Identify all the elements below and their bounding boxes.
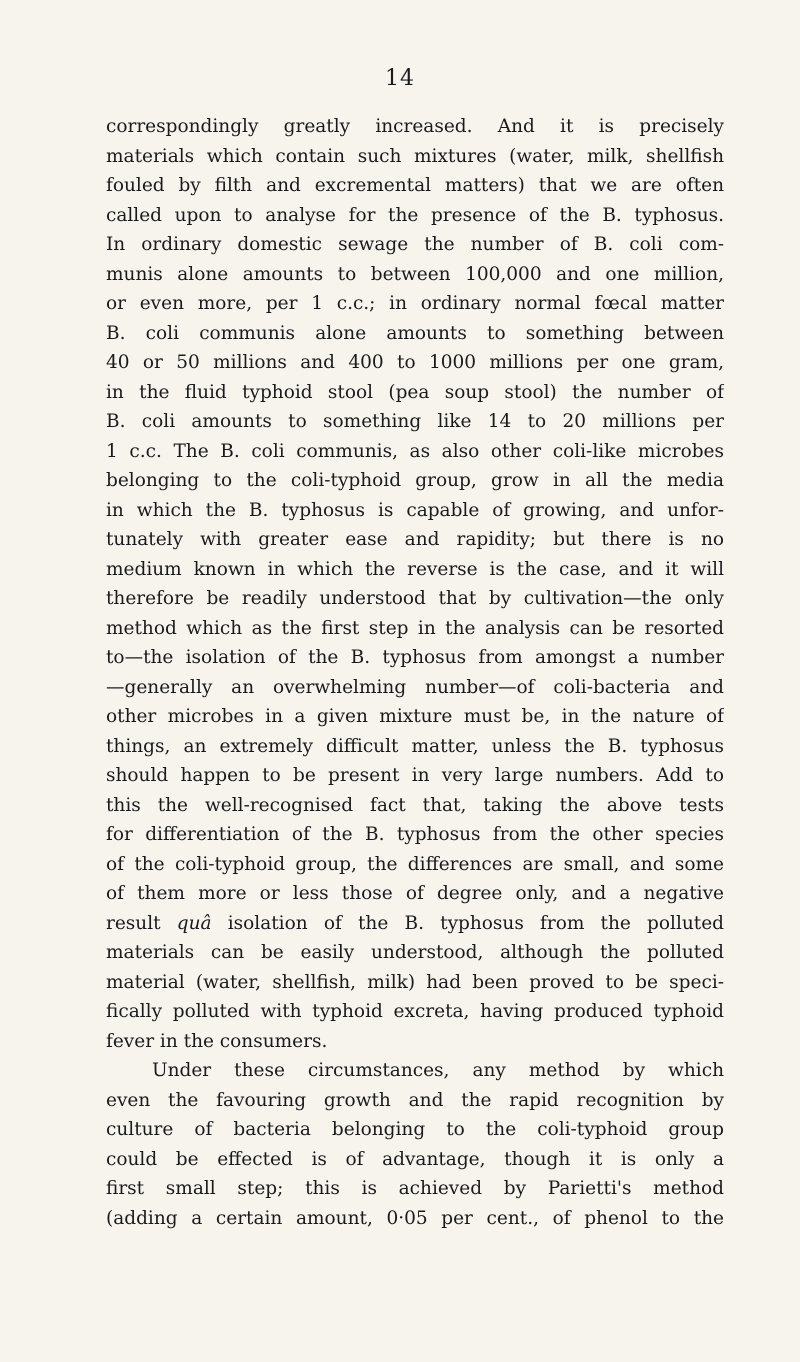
text-line: of the coli-typhoid group, the differences are small, and some xyxy=(106,853,724,875)
text-line: B. coli amounts to something like 14 to 20 millions per xyxy=(106,411,724,432)
qua-before: result xyxy=(106,912,177,934)
text-line: things, an extremely difficult matter, unless the B. typhosus xyxy=(106,735,724,757)
text-line: first small step; this is achieved by Parietti's method xyxy=(106,1178,724,1199)
text-line: this the well-recognised fact that, taking the above tests xyxy=(106,794,724,816)
text-line: materials which contain such mixtures (water, milk, shellfish xyxy=(106,145,724,167)
text-line: could be effected is of advantage, though it is only a xyxy=(106,1148,724,1170)
text-line: tunately with greater ease and rapidity; but there is no xyxy=(106,529,724,550)
text-line: munis alone amounts to between 100,000 and one million, xyxy=(106,263,724,285)
text-line: material (water, shellfish, milk) had been proved to be speci- xyxy=(106,971,724,993)
body-text xyxy=(106,112,724,1233)
qua-italic: quâ xyxy=(176,912,212,934)
text-line: fically polluted with typhoid excreta, having produced typhoid xyxy=(106,1001,724,1022)
text-line: 40 or 50 millions and 400 to 1000 millions per one gram, xyxy=(106,352,724,373)
text-line: 1 c.c. The B. coli communis, as also other coli-like microbes xyxy=(106,440,724,462)
text-line: of them more or less those of degree only, and a negative xyxy=(106,883,724,904)
text-line: called upon to analyse for the presence of the B. typhosus. xyxy=(106,204,724,226)
text-line: method which as the first step in the analysis can be resorted xyxy=(106,617,724,639)
text-line: fouled by filth and excremental matters) that we are often xyxy=(106,175,724,196)
text-line: medium known in which the reverse is the case, and it will xyxy=(106,558,724,580)
text-line: in the fluid typhoid stool (pea soup stool) the number of xyxy=(106,381,724,403)
text-line: B. coli communis alone amounts to something between xyxy=(106,322,724,344)
qua-after: isolation of the B. typhosus from the polluted xyxy=(211,912,724,934)
page-number: 14 xyxy=(385,66,415,91)
text-line: In ordinary domestic sewage the number of B. coli com- xyxy=(106,234,724,255)
text-line: to—the isolation of the B. typhosus from amongst a number xyxy=(106,647,724,668)
text-line: in which the B. typhosus is capable of growing, and unfor- xyxy=(106,499,724,521)
text-line: for differentiation of the B. typhosus from the other species xyxy=(106,824,724,845)
text-line: culture of bacteria belonging to the coli-typhoid group xyxy=(106,1119,724,1140)
text-line: or even more, per 1 c.c.; in ordinary normal fœcal matter xyxy=(106,293,724,314)
text-line: —generally an overwhelming number—of coli-bacteria and xyxy=(106,676,724,698)
text-line: belonging to the coli-typhoid group, grow in all the media xyxy=(106,470,724,491)
text-line: correspondingly greatly increased. And it is precisely xyxy=(106,116,724,137)
paragraph-start-line: Under these circumstances, any method by which xyxy=(152,1060,724,1081)
text-line: materials can be easily understood, although the polluted xyxy=(106,942,724,963)
text-line: (adding a certain amount, 0·05 per cent., of phenol to the xyxy=(106,1207,724,1229)
text-line: other microbes in a given mixture must be, in the nature of xyxy=(106,706,724,727)
paragraph-end-line: fever in the consumers. xyxy=(106,1030,328,1052)
text-line: should happen to be present in very large numbers. Add to xyxy=(106,765,724,786)
text-line-qua xyxy=(106,909,724,939)
text-line: even the favouring growth and the rapid recognition by xyxy=(106,1089,724,1111)
text-line: therefore be readily understood that by cultivation—the only xyxy=(106,588,724,609)
